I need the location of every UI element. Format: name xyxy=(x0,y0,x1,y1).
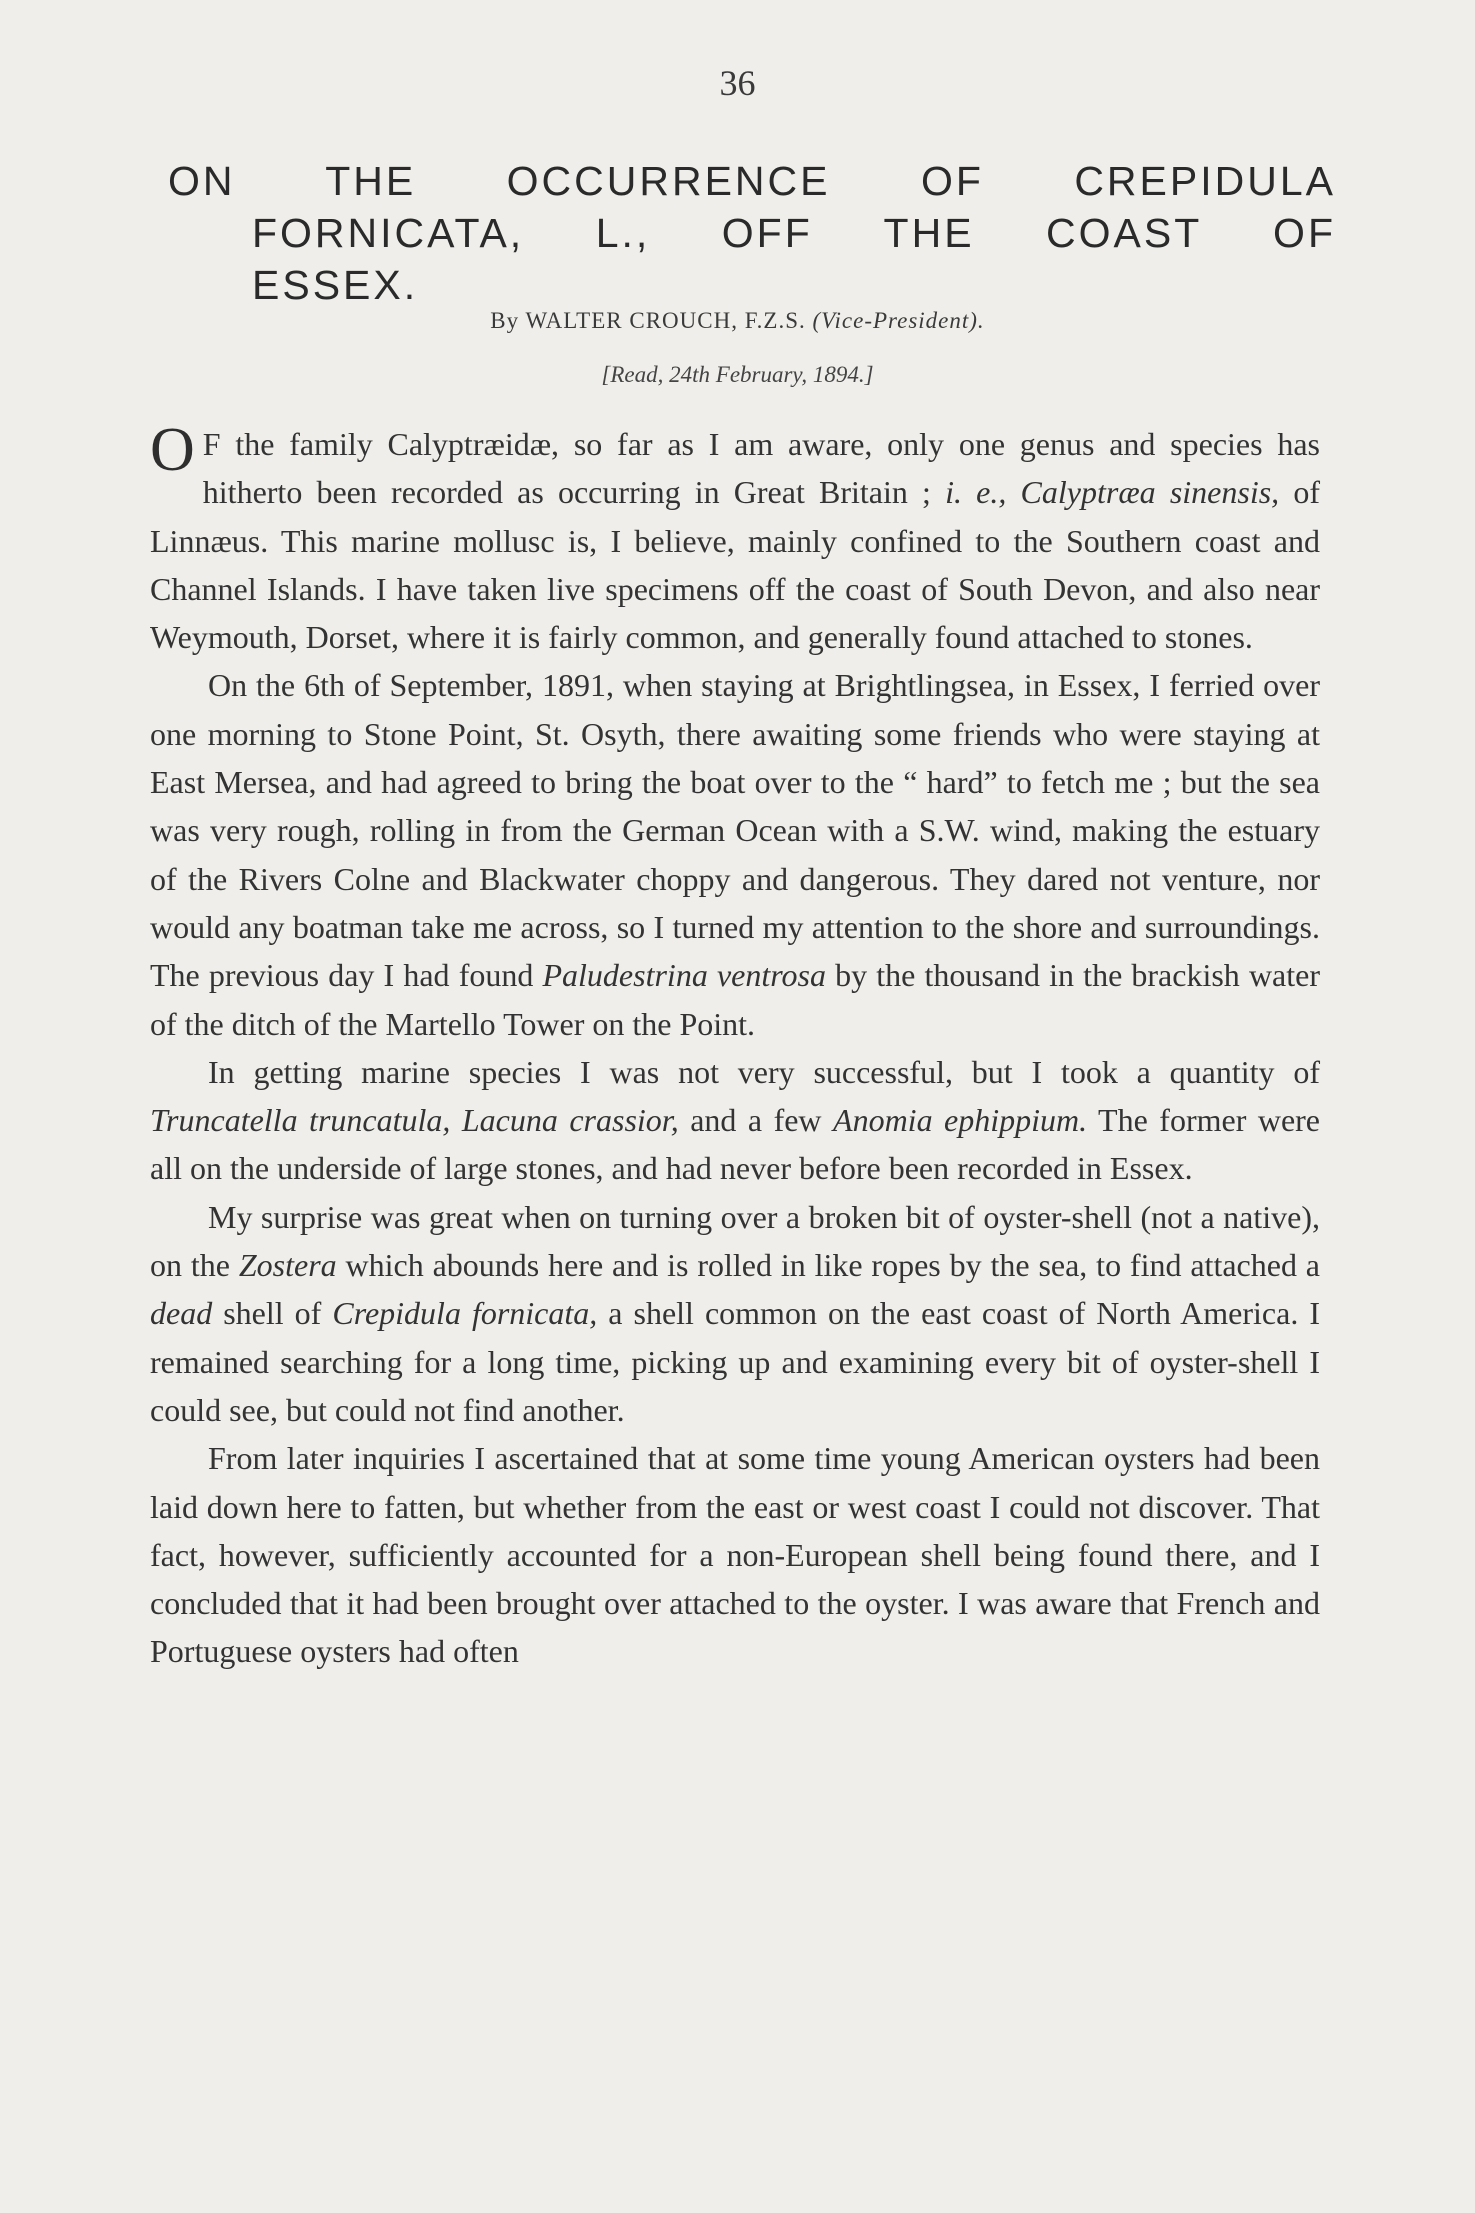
paragraph-2-text-c: by the thousand in the brackish water of the ditch of the Martello Tower on the Point. xyxy=(150,957,1321,1042)
article-body xyxy=(150,416,1321,1676)
paragraph-3-text-a: In getting marine species I was not very successful, but I took a quantity of xyxy=(208,1053,1320,1090)
author-byline xyxy=(0,308,1475,334)
paragraph-3-italic-b: Truncatella truncatula, Lacuna crassior, xyxy=(150,1102,679,1139)
paragraph-4-italic-f: Crepidula fornicata, xyxy=(332,1295,598,1332)
article-title xyxy=(168,155,1336,311)
title-line-1: ON THE OCCURRENCE OF CREPIDULA xyxy=(168,158,1336,204)
paragraph-2 xyxy=(150,661,1320,1047)
author-name: By WALTER CROUCH, F.Z.S. xyxy=(490,308,806,333)
paragraph-3 xyxy=(150,1048,1320,1193)
read-date-note: [Read, 24th February, 1894.] xyxy=(601,362,874,387)
paragraph-3-italic-d: Anomia ephippium. xyxy=(833,1102,1088,1139)
paragraph-4-text-e: shell of xyxy=(212,1295,333,1332)
paragraph-4-italic-b: Zostera xyxy=(238,1247,337,1284)
paragraph-3-text-c: and a few xyxy=(678,1102,834,1139)
paragraph-1 xyxy=(150,416,1321,661)
paragraph-1-text-c: of Linnæus. This marine mollusc is, I believe, mainly confined to the Southern coast and Channel Islands. I have taken live specimens off the coast of South Devon, and also near Weymouth, Dorset, where it is fairly common, and generally found attached to stones. xyxy=(150,474,1321,656)
author-role: (Vice-President). xyxy=(812,308,985,333)
page-number: 36 xyxy=(719,63,756,103)
paragraph-5 xyxy=(150,1434,1320,1675)
paragraph-4-italic-d: dead xyxy=(150,1295,213,1332)
title-line-2: FORNICATA, L., OFF THE COAST OF xyxy=(252,210,1336,256)
paragraph-2-italic: Paludestrina ventrosa xyxy=(542,957,826,994)
paragraph-1-text-a: F the family Calyptræidæ, so far as I am aware, only one genus and species has hitherto been recorded as occurring in Great Britain ; xyxy=(202,426,1320,511)
paragraph-4-text-g: a shell common on the east coast of North America. I remained searching for a long time, picking up and examining every bit of oyster-shell I could see, but could not find another. xyxy=(150,1295,1321,1428)
paragraph-2-text-a: On the 6th of September, 1891, when staying at Brightlingsea, in Essex, I ferried over one morning to Stone Point, St. Osyth, there awaiting some friends who were staying at East Mersea, and had agreed to bring the boat over to the “ hard” to fetch me ; but the sea was very rough, rolling in from the German Ocean with a S.W. wind, making the estuary of the Rivers Colne and Blackwater choppy and dangerous. They dared not venture, nor would any boatman take me across, so I turned my attention to the shore and surroundings. The previous day I had found xyxy=(150,667,1320,994)
drop-cap: O xyxy=(150,416,195,484)
title-line-3: ESSEX. xyxy=(252,262,419,308)
paragraph-4-text-a: My surprise was great when on turning over a broken bit of oyster-shell (not a native), on the xyxy=(150,1198,1320,1284)
paragraph-4 xyxy=(150,1193,1320,1434)
paragraph-1-italic: i. e., Calyptræa sinensis, xyxy=(945,474,1280,511)
paragraph-5-text-a: From later inquiries I ascertained that at some time young American oysters had been laid down here to fatten, but whether from the east or west coast I could not discover. That fact, however, sufficiently accounted for a non-European shell being found there, and I concluded that it had been brought over attached to the oyster. I was aware that French and Portuguese oysters had often xyxy=(150,1440,1320,1670)
paragraph-4-text-c: which abounds here and is rolled in like ropes by the sea, to find attached a xyxy=(336,1247,1321,1284)
paragraph-3-text-e: The former were all on the underside of large stones, and had never before been recorded in Essex. xyxy=(150,1102,1320,1187)
